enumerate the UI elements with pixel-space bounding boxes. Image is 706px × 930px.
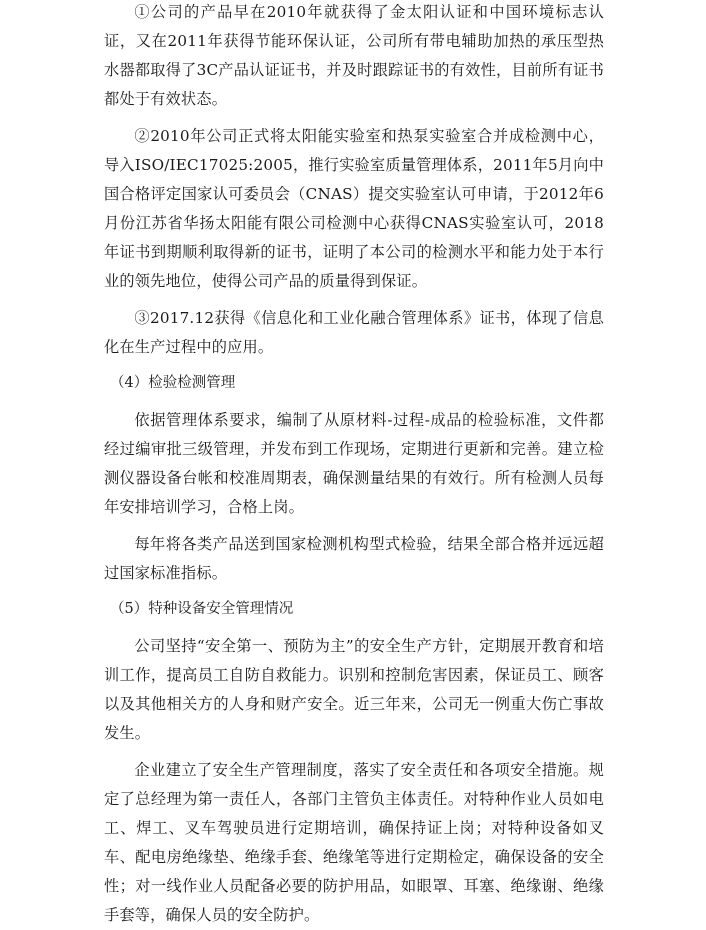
paragraph-inspection-standards: 依据管理体系要求，编制了从原材料-过程-成品的检验标准，文件都经过编审批三级管理，并发布到工作现场，定期进行更新和完善。建立检测仪器设备台帐和校准周期表，确保测量结果的有效行。所有检测人员每年安排培训学习，合格上岗。 [104, 411, 604, 516]
paragraph-certification-1: ①公司的产品早在2010年就获得了金太阳认证和中国环境标志认证，又在2011年获得节能环保认证，公司所有带电辅助加热的承压型热水器都取得了3C产品认证证书，并及时跟踪证书的有效性，目前所有证书都处于有效状态。 [104, 3, 604, 108]
paragraph-certification-3: ③2017.12获得《信息化和工业化融合管理体系》证书，体现了信息化在生产过程中的应用。 [104, 309, 604, 356]
document-page [104, 0, 604, 930]
paragraph-certification-2: ②2010年公司正式将太阳能实验室和热泵实验室合并成检测中心，导入ISO/IEC17025:2005，推行实验室质量管理体系，2011年5月向中国合格评定国家认可委员会（CNAS）提交实验室认可申请，于2012年6月份江苏省华扬太阳能有限公司检测中心获得CNAS实验室认可，2018年证书到期顺利取得新的证书，证明了本公司的检测水平和能力处于本行业的领先地位，使得公司产品的质量得到保证。 [104, 127, 604, 290]
section-heading-special-equipment: （5）特种设备安全管理情况 [110, 601, 294, 617]
paragraph-national-testing: 每年将各类产品送到国家检测机构型式检验，结果全部合格并远远超过国家标准指标。 [104, 535, 604, 582]
section-heading-inspection: （4）检验检测管理 [110, 375, 236, 391]
paragraph-safety-policy: 公司坚持“安全第一、预防为主”的安全生产方针，定期展开教育和培训工作，提高员工自防自救能力。识别和控制危害因素，保证员工、顾客以及其他相关方的人身和财产安全。近三年来，公司无一例重大伤亡事故发生。 [104, 637, 604, 742]
paragraph-safety-management: 企业建立了安全生产管理制度，落实了安全责任和各项安全措施。规定了总经理为第一责任人，各部门主管负主体责任。对特种作业人员如电工、焊工、叉车驾驶员进行定期培训，确保持证上岗；对特种设备如叉车、配电房绝缘垫、绝缘手套、绝缘笔等进行定期检定，确保设备的安全性；对一线作业人员配备必要的防护用品，如眼罩、耳塞、绝缘谢、绝缘手套等，确保人员的安全防护。 [104, 761, 604, 924]
